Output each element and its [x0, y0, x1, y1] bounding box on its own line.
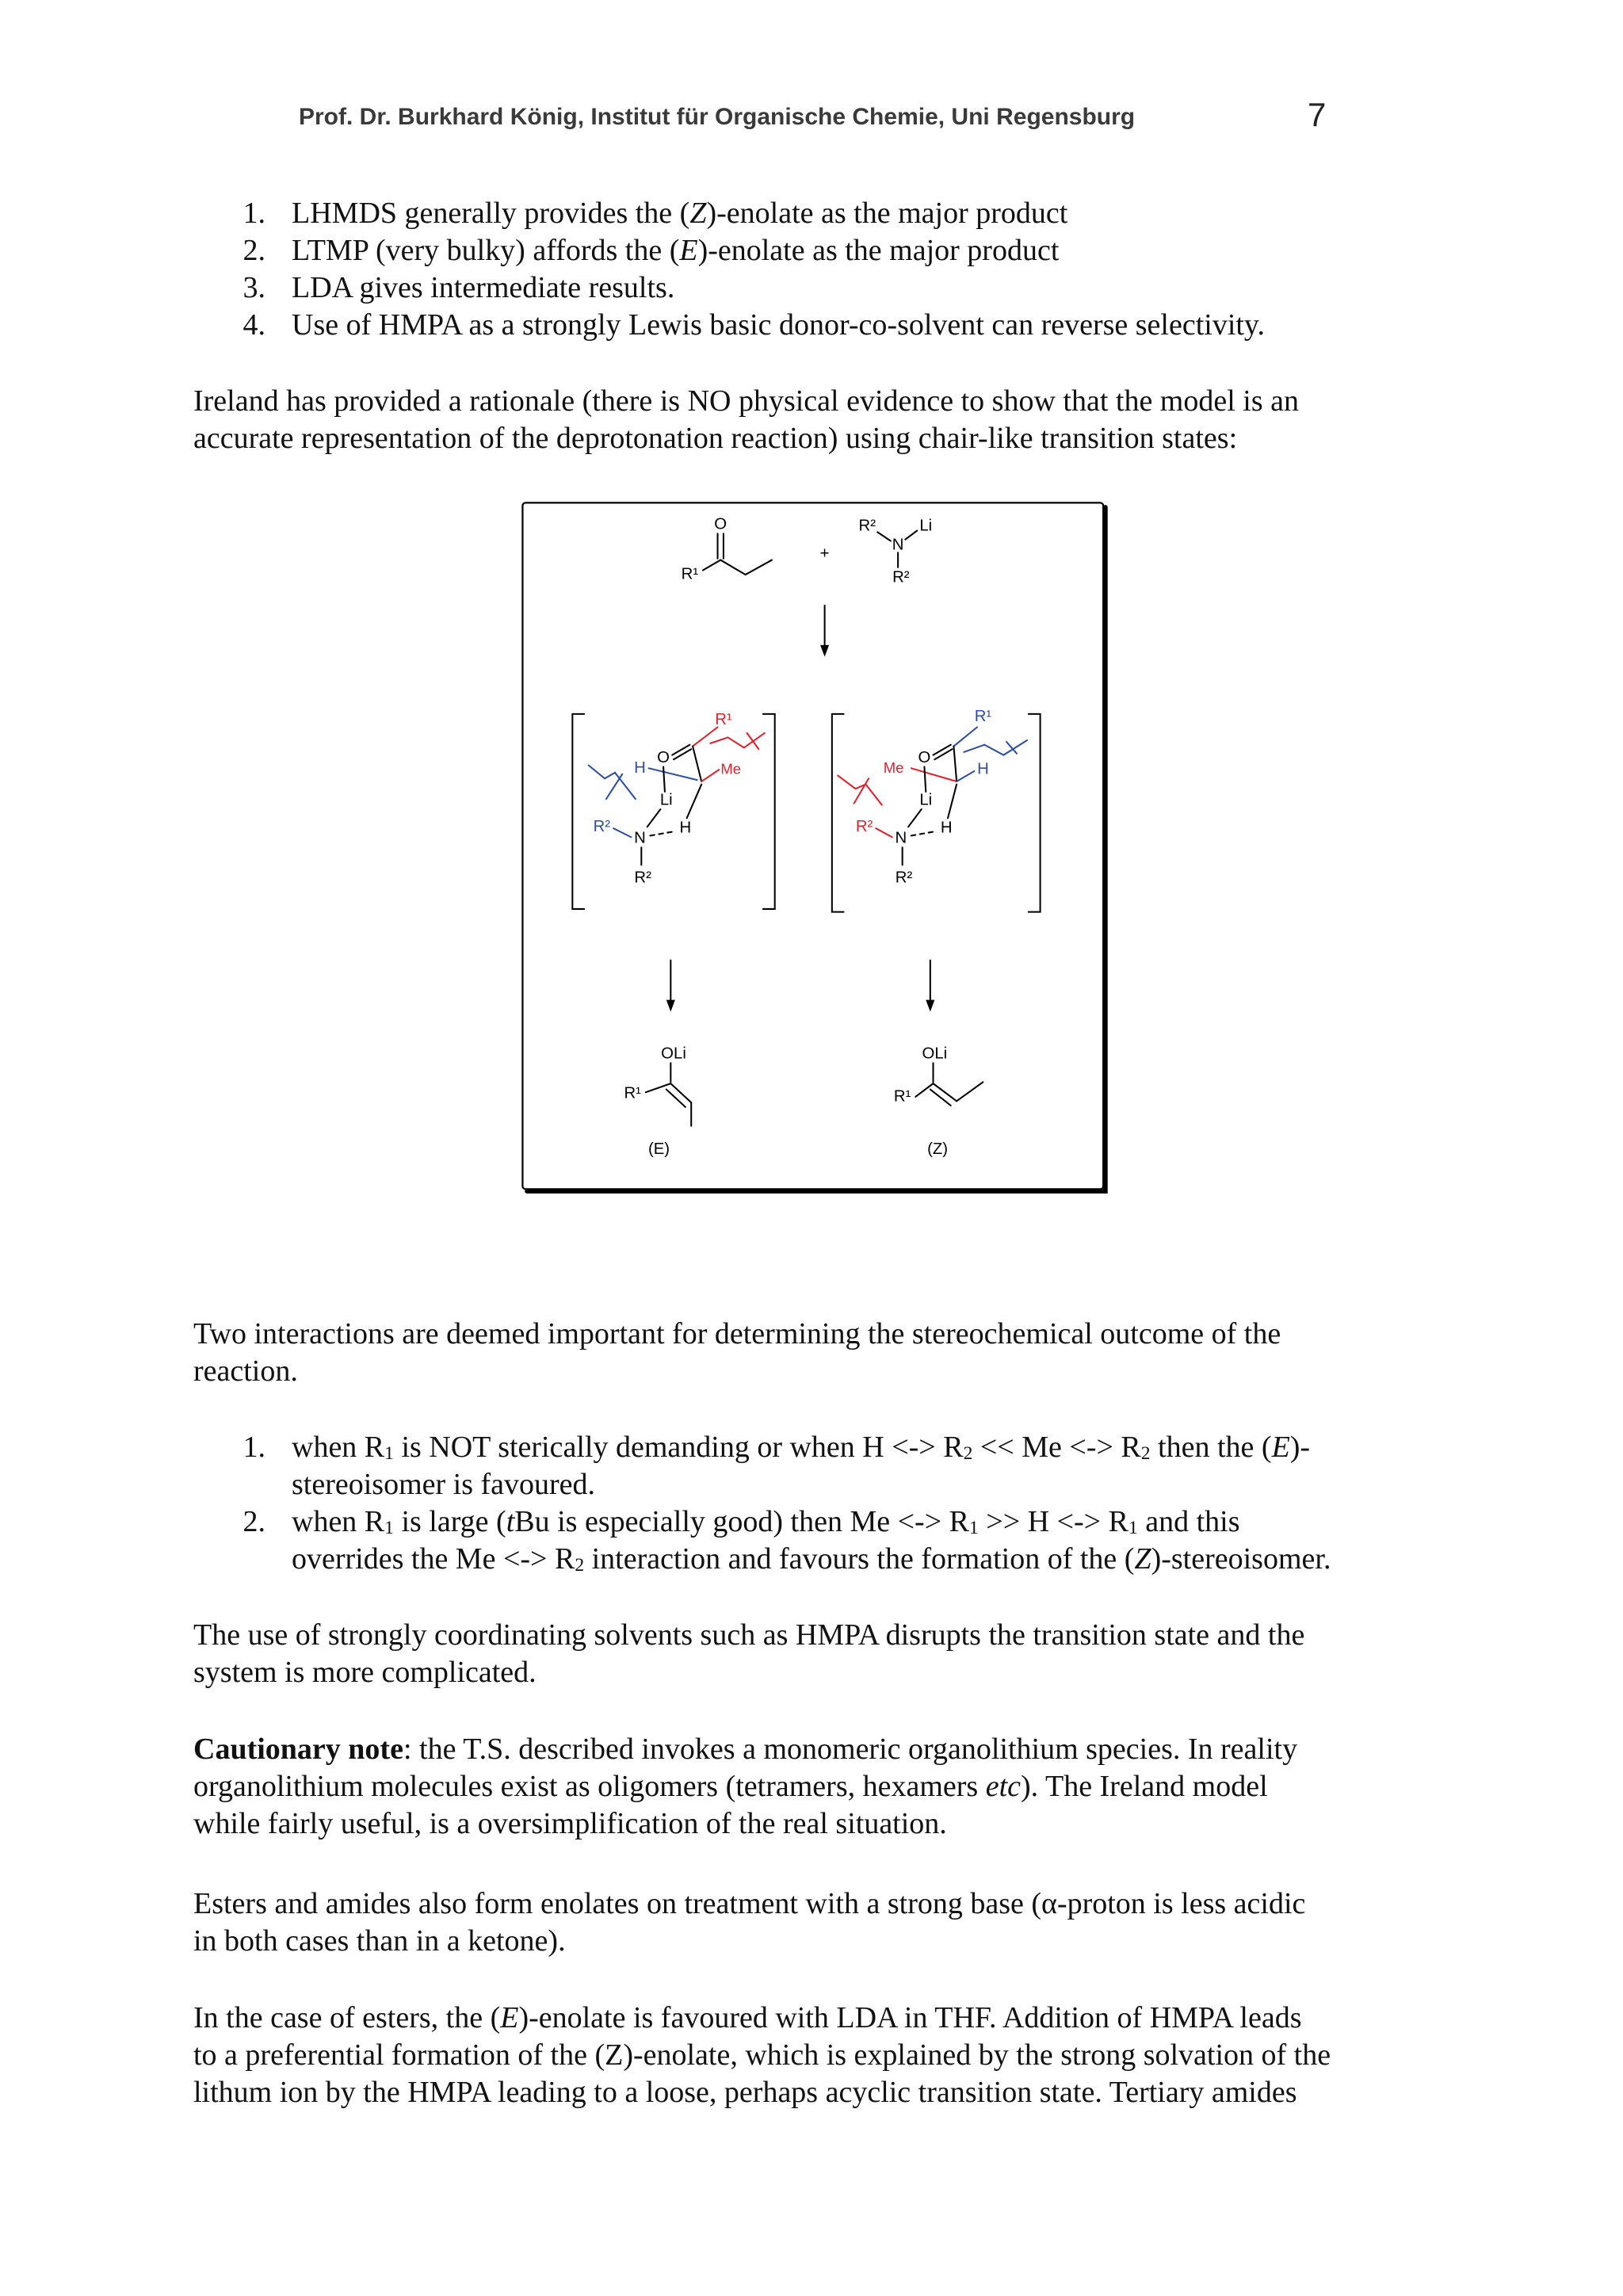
paragraph-esters-amides [193, 1885, 1305, 1960]
list-item [0, 269, 1265, 307]
text-run: Ireland has provided a rationale (there is NO physical evidence to show that the model is an [193, 384, 1299, 418]
text-run: reaction. [193, 1354, 298, 1388]
text-run: )- [1289, 1431, 1311, 1464]
text-run: )-stereoisomer. [1151, 1542, 1331, 1576]
text-line [193, 1617, 1304, 1654]
group-label-r2: R² [593, 817, 611, 835]
group-label-r2: R² [634, 869, 651, 887]
product-label: (Z) [927, 1140, 949, 1158]
list-item-text [292, 269, 1265, 307]
paragraph-ireland-rationale [193, 383, 1299, 457]
text-run: when R [292, 1505, 385, 1538]
group-label-r2: R² [895, 869, 913, 887]
atom-label-n: N [892, 536, 904, 554]
text-line [193, 383, 1299, 420]
atom-label-n: N [895, 829, 907, 847]
list-item-text [292, 195, 1265, 232]
text-run: while fairly useful, is a oversimplification of the real situation. [193, 1807, 947, 1840]
text-run: Two interactions are deemed important for determining the stereochemical outcome of the [193, 1317, 1281, 1350]
list-number: 2. [242, 1505, 265, 1538]
group-label-oli: OLi [922, 1045, 948, 1063]
atom-label-h: H [940, 819, 953, 837]
group-label-r1: R¹ [624, 1084, 641, 1102]
text-run: Use of HMPA as a strongly Lewis basic donor-co-solvent can reverse selectivity. [292, 308, 1265, 342]
interactions-list [0, 1429, 1331, 1578]
text-run: Esters and amides also form enolates on treatment with a strong base (α-proton is less acidic [193, 1887, 1306, 1920]
bold-text: Cautionary note [193, 1733, 403, 1766]
group-label-r2: R² [855, 817, 873, 835]
paragraph-ester-enolates [193, 2000, 1331, 2111]
list-item-text [292, 307, 1265, 344]
text-line [193, 1885, 1305, 1923]
text-line [193, 2000, 1331, 2037]
text-run: : the T.S. described invokes a monomeric organolithium species. In reality [403, 1733, 1298, 1766]
base-selectivity-list [0, 195, 1265, 344]
atom-label-o: O [918, 748, 931, 766]
text-run: The use of strongly coordinating solvents such as HMPA disrupts the transition state and the [193, 1618, 1305, 1652]
text-run: )-enolate as the major product [697, 234, 1060, 267]
text-run: accurate representation of the deprotonation reaction) using chair-like transition states: [193, 422, 1238, 455]
subscript-text: 1 [968, 1517, 979, 1538]
text-line [193, 1316, 1281, 1353]
text-run: when R [292, 1431, 385, 1464]
list-item [0, 1503, 1331, 1578]
group-label-r2: R² [858, 517, 876, 535]
text-line [193, 1923, 1305, 1960]
group-label-r1: R¹ [893, 1087, 911, 1106]
list-number: 3. [242, 271, 265, 304]
italic-text: E [679, 234, 698, 267]
ireland-model-scheme [517, 497, 1115, 1202]
atom-label-h: H [679, 819, 692, 837]
text-line [193, 2074, 1331, 2111]
atom-label-li: Li [919, 791, 933, 809]
text-line [193, 1768, 1297, 1805]
group-label-oli: OLi [661, 1045, 686, 1063]
list-item-text [292, 1503, 1331, 1578]
text-line [193, 1805, 1297, 1843]
list-item-text [292, 1429, 1331, 1503]
subscript-text: 1 [384, 1517, 394, 1538]
atom-label-n: N [634, 829, 646, 847]
paragraph-coordinating-solvents [193, 1617, 1304, 1691]
list-item [0, 195, 1265, 232]
text-run: system is more complicated. [193, 1656, 537, 1689]
subscript-text: 2 [1140, 1442, 1151, 1464]
text-run: << Me <-> R [972, 1431, 1141, 1464]
atom-label-li: Li [659, 791, 673, 809]
atom-label-h: H [977, 760, 989, 778]
list-number: 1. [242, 1431, 265, 1464]
group-label-me: Me [883, 758, 904, 776]
atom-label-o: O [714, 515, 727, 533]
product-label: (E) [647, 1140, 670, 1158]
text-line [193, 1731, 1297, 1768]
text-line [292, 1429, 1331, 1466]
header-title: Prof. Dr. Burkhard König, Institut für Organische Chemie, Uni Regensburg [299, 104, 1136, 130]
text-line [292, 195, 1265, 232]
italic-text: Z [1134, 1542, 1151, 1576]
text-line [292, 269, 1265, 307]
text-run: )-enolate as the major product [706, 197, 1068, 230]
paragraph-cautionary-note [193, 1731, 1297, 1843]
group-label-me: Me [720, 760, 742, 777]
text-line [292, 232, 1265, 269]
subscript-text: 2 [963, 1442, 973, 1464]
text-line [292, 1541, 1331, 1578]
text-run: >> H <-> R [978, 1505, 1128, 1538]
text-line [292, 1466, 1331, 1503]
italic-text: t [506, 1505, 515, 1538]
text-run: is NOT sterically demanding or when H <-> R [393, 1431, 964, 1464]
text-run: organolithium molecules exist as oligomers (tetramers, hexamers [193, 1770, 986, 1803]
list-item [0, 307, 1265, 344]
italic-text: Z [689, 197, 707, 230]
text-run: is large ( [393, 1505, 506, 1538]
text-run: Bu is especially good) then Me <-> R [514, 1505, 969, 1538]
text-line [292, 307, 1265, 344]
text-run: LDA gives intermediate results. [292, 271, 675, 304]
group-label-r1: R¹ [974, 708, 992, 726]
subscript-text: 1 [1128, 1517, 1138, 1538]
subscript-text: 1 [384, 1442, 394, 1464]
text-run: in both cases than in a ketone). [193, 1924, 566, 1958]
atom-label-li: Li [919, 517, 933, 535]
text-run: LTMP (very bulky) affords the ( [292, 234, 680, 267]
text-run: stereoisomer is favoured. [292, 1468, 596, 1501]
list-number: 4. [242, 308, 265, 342]
text-run: then the ( [1150, 1431, 1272, 1464]
text-line [193, 420, 1299, 457]
atom-label-o: O [657, 748, 670, 766]
list-item [0, 232, 1265, 269]
paragraph-two-interactions [193, 1316, 1281, 1390]
list-item-text [292, 232, 1265, 269]
group-label-r2: R² [892, 568, 910, 586]
text-line [292, 1503, 1331, 1541]
text-run: )-enolate is favoured with LDA in THF. Addition of HMPA leads [518, 2001, 1302, 2034]
text-run: lithum ion by the HMPA leading to a loose, perhaps acyclic transition state. Tertiary amides [193, 2076, 1297, 2109]
scheme-frame [522, 502, 1103, 1189]
text-run: overrides the Me <-> R [292, 1542, 575, 1576]
plus-sign: + [819, 544, 830, 563]
text-line [193, 1654, 1304, 1691]
group-label-r1: R¹ [681, 565, 699, 583]
list-item [0, 1429, 1331, 1503]
list-number: 1. [242, 197, 265, 230]
text-run: In the case of esters, the ( [193, 2001, 501, 2034]
italic-text: etc [985, 1770, 1022, 1803]
text-run: to a preferential formation of the (Z)-enolate, which is explained by the strong solvation of the [193, 2038, 1331, 2072]
page-number: 7 [1308, 96, 1327, 133]
group-label-r1: R¹ [715, 710, 732, 728]
subscript-text: 2 [575, 1554, 585, 1576]
text-run: and this [1137, 1505, 1240, 1538]
text-run: interaction and favours the formation of the ( [584, 1542, 1135, 1576]
text-run: ). The Ireland model [1021, 1770, 1268, 1803]
atom-label-h: H [634, 758, 646, 777]
text-run: LHMDS generally provides the ( [292, 197, 690, 230]
list-number: 2. [242, 234, 265, 267]
italic-text: E [500, 2001, 519, 2034]
text-line [193, 2037, 1331, 2074]
text-line [193, 1353, 1281, 1390]
italic-text: E [1271, 1431, 1290, 1464]
